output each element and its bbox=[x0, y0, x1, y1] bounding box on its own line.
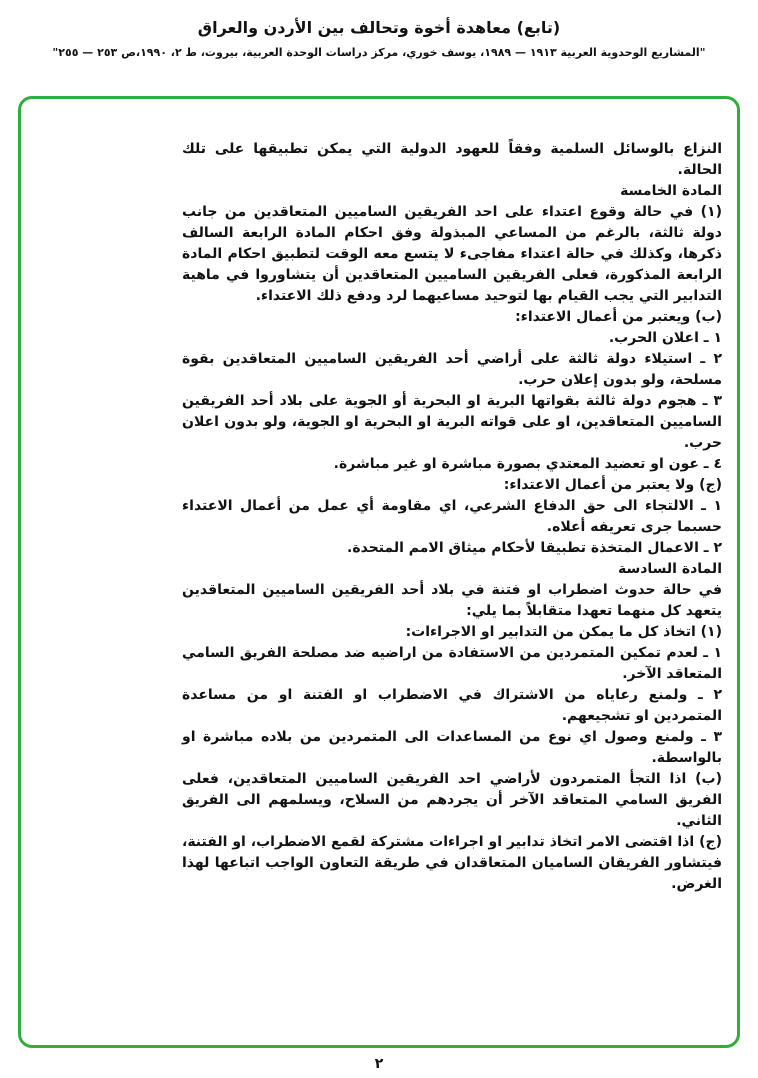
list-item: ٣ ـ هجوم دولة ثالثة بقواتها البرية او البحرية أو الجوية على بلاد أحد الفريقين الساميين المتعاقدين، او على قواته البرية او البحرية او الجوية، ولو بدون اعلان حرب. bbox=[182, 393, 722, 451]
body-text bbox=[182, 139, 722, 895]
paragraph: في حالة حدوث اضطراب او فتنة في بلاد أحد الفريقين الساميين المتعاقدين يتعهد كل منهما تعهدا متقابلاً بما يلي: bbox=[182, 582, 722, 619]
content-frame bbox=[18, 96, 740, 1048]
page-footer bbox=[0, 1056, 758, 1072]
list-item: ٢ ـ الاعمال المتخذة تطبيقا لأحكام ميثاق الامم المتحدة. bbox=[347, 540, 722, 556]
paragraph: (ب) ويعتبر من أعمال الاعتداء: bbox=[515, 309, 722, 325]
paragraph: (١) اتخاذ كل ما يمكن من التدابير او الاجراءات: bbox=[405, 624, 722, 640]
list-item: ١ ـ لعدم تمكين المتمردين من الاستفادة من اراضيه ضد مصلحة الفريق السامي المتعاقد الآخر. bbox=[182, 645, 722, 682]
page-number: ٢ bbox=[374, 1056, 384, 1072]
list-item: ١ ـ اعلان الحرب. bbox=[608, 330, 722, 346]
paragraph: (ج) اذا اقتضى الامر اتخاذ تدابير او اجراءات مشتركة لقمع الاضطراب، او الفتنة، فيتشاور الفريقان الساميان المتعاقدان في طريقة التعاون الواجب اتباعها لهذا الغرض. bbox=[182, 834, 722, 892]
page-header bbox=[0, 18, 758, 59]
article-heading-six: المادة السادسة bbox=[617, 561, 722, 577]
paragraph: (ب) اذا التجأ المتمردون لأراضي احد الفريقين الساميين المتعاقدين، فعلى الفريق السامي المتعاقد الآخر أن يجردهم من السلاح، ويسلمهم الى الفريق الثاني. bbox=[182, 771, 722, 829]
list-item: ١ ـ الالتجاء الى حق الدفاع الشرعي، اي مقاومة أي عمل من أعمال الاعتداء حسبما جرى تعريفه أعلاه. bbox=[182, 498, 722, 535]
list-item: ٢ ـ ولمنع رعاياه من الاشتراك في الاضطراب او الفتنة او من مساعدة المتمردين او تشجيعهم. bbox=[182, 687, 722, 724]
list-item: ٣ ـ ولمنع وصول اي نوع من المساعدات الى المتمردين من بلاده مباشرة او بالواسطة. bbox=[182, 729, 722, 766]
paragraph: (١) في حالة وقوع اعتداء على احد الفريقين الساميين المتعاقدين من جانب دولة ثالثة، بالرغم من المساعي المبذولة وفق احكام المادة الرابعة السالف ذكرها، وكذلك في حالة اعتداء مفاجىء لا يتسع معه الوقت لتطبيق احكام المادة الرابعة المذكورة، فعلى الفريقين الساميين المتعاقدين أن يتشاوروا في ماهية التدابير التي يجب القيام بها لتوحيد مساعيهما لرد ودفع ذلك الاعتداء. bbox=[182, 204, 722, 304]
article-heading-five: المادة الخامسة bbox=[620, 183, 722, 199]
source-citation: "المشاريع الوحدوية العربية ١٩١٣ — ١٩٨٩، يوسف خوري، مركز دراسات الوحدة العربية، بيروت، ط ٢، ١٩٩٠،ص ٢٥٣ — ٢٥٥" bbox=[52, 46, 706, 59]
paragraph: (ج) ولا يعتبر من أعمال الاعتداء: bbox=[503, 477, 722, 493]
list-item: ٢ ـ استيلاء دولة ثالثة على أراضي أحد الفريقين الساميين المتعاقدين بقوة مسلحة، ولو بدون إعلان حرب. bbox=[182, 351, 722, 388]
list-item: ٤ ـ عون او تعضيد المعتدي بصورة مباشرة او غير مباشرة. bbox=[333, 456, 722, 472]
paragraph-continuation: النزاع بالوسائل السلمية وفقاً للعهود الدولية التي يمكن تطبيقها على تلك الحالة. bbox=[182, 141, 722, 178]
document-title: (تابع) معاهدة أخوة وتحالف بين الأردن والعراق bbox=[197, 18, 561, 37]
